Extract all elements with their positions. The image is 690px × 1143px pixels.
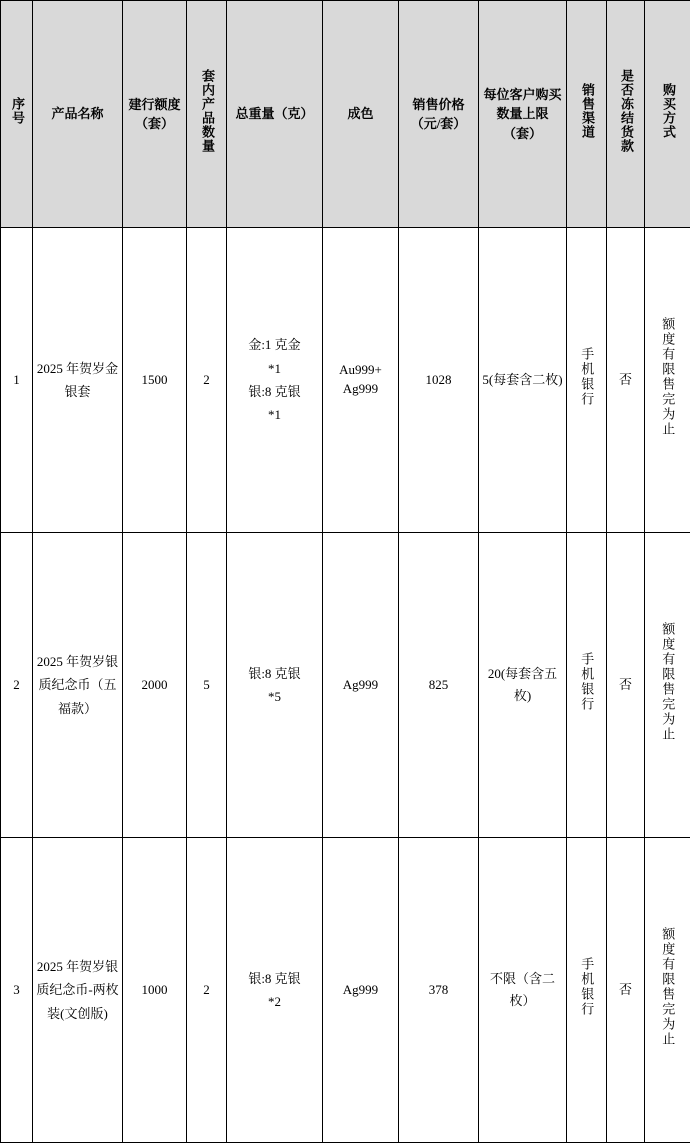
weight-line: *5 — [230, 685, 319, 708]
fineness-line: Ag999 — [326, 676, 395, 695]
cell-product-name: 2025 年贺岁银质纪念币-两枚装(文创版) — [33, 838, 123, 1143]
cell-index: 3 — [1, 838, 33, 1143]
header-sale-price-label: 销售价格（元/套） — [402, 95, 475, 134]
purchase-method-label: 额度有限售完为止 — [660, 927, 676, 1047]
header-index-label: 序号 — [9, 97, 24, 125]
cell-purchase-method — [645, 228, 690, 533]
cell-purchase-limit: 5(每套含二枚) — [479, 228, 567, 533]
header-ccb-quota — [123, 1, 187, 228]
cell-sales-channel — [567, 533, 607, 838]
cell-fineness — [323, 838, 399, 1143]
cell-items-per-set: 2 — [187, 838, 227, 1143]
table-row — [1, 838, 690, 1143]
purchase-method-label: 额度有限售完为止 — [660, 317, 676, 437]
sales-channel-label: 手机银行 — [579, 347, 595, 407]
weight-line: 金:1 克金 — [230, 333, 319, 356]
cell-frozen-funds: 否 — [607, 838, 645, 1143]
cell-index: 1 — [1, 228, 33, 533]
cell-purchase-limit: 20(每套含五枚) — [479, 533, 567, 838]
cell-items-per-set: 2 — [187, 228, 227, 533]
header-product-name-label: 产品名称 — [36, 104, 119, 124]
weight-line: 银:8 克银 — [230, 967, 319, 990]
cell-fineness — [323, 533, 399, 838]
header-fineness-label: 成色 — [326, 104, 395, 124]
weight-line: *2 — [230, 990, 319, 1013]
table-header-row — [1, 1, 690, 228]
header-sales-channel-label: 销售渠道 — [579, 83, 594, 139]
header-purchase-method-label: 购买方式 — [660, 83, 675, 139]
cell-sale-price: 1028 — [399, 228, 479, 533]
weight-line: *1 — [230, 403, 319, 426]
table-header — [1, 1, 690, 228]
header-total-weight — [227, 1, 323, 228]
cell-frozen-funds: 否 — [607, 533, 645, 838]
cell-purchase-limit: 不限（含二枚） — [479, 838, 567, 1143]
sales-channel-label: 手机银行 — [579, 957, 595, 1017]
table-row — [1, 228, 690, 533]
cell-items-per-set: 5 — [187, 533, 227, 838]
table-row — [1, 533, 690, 838]
cell-sale-price: 378 — [399, 838, 479, 1143]
header-ccb-quota-label: 建行额度（套） — [126, 95, 183, 134]
cell-total-weight — [227, 838, 323, 1143]
sales-channel-label: 手机银行 — [579, 652, 595, 712]
fineness-line: Au999+ — [326, 361, 395, 380]
weight-line: *1 — [230, 357, 319, 380]
cell-product-name: 2025 年贺岁银质纪念币（五福款） — [33, 533, 123, 838]
header-items-per-set-label: 套内产品数量 — [199, 69, 214, 153]
cell-fineness — [323, 228, 399, 533]
purchase-method-label: 额度有限售完为止 — [660, 622, 676, 742]
header-frozen-funds-label: 是否冻结货款 — [618, 69, 633, 153]
header-items-per-set — [187, 1, 227, 228]
cell-product-name: 2025 年贺岁金银套 — [33, 228, 123, 533]
fineness-line: Ag999 — [326, 981, 395, 1000]
cell-sales-channel — [567, 228, 607, 533]
header-index — [1, 1, 33, 228]
header-sale-price — [399, 1, 479, 228]
cell-index: 2 — [1, 533, 33, 838]
header-total-weight-label: 总重量（克） — [230, 104, 319, 124]
header-sales-channel — [567, 1, 607, 228]
header-fineness — [323, 1, 399, 228]
cell-purchase-method — [645, 533, 690, 838]
cell-ccb-quota: 2000 — [123, 533, 187, 838]
fineness-line: Ag999 — [326, 380, 395, 399]
cell-frozen-funds: 否 — [607, 228, 645, 533]
cell-total-weight — [227, 228, 323, 533]
weight-line: 银:8 克银 — [230, 380, 319, 403]
cell-ccb-quota: 1000 — [123, 838, 187, 1143]
cell-purchase-method — [645, 838, 690, 1143]
header-product-name — [33, 1, 123, 228]
weight-line: 银:8 克银 — [230, 662, 319, 685]
header-purchase-method — [645, 1, 690, 228]
cell-total-weight — [227, 533, 323, 838]
header-frozen-funds — [607, 1, 645, 228]
cell-sales-channel — [567, 838, 607, 1143]
header-purchase-limit — [479, 1, 567, 228]
header-purchase-limit-label: 每位客户购买数量上限（套） — [482, 85, 563, 144]
cell-sale-price: 825 — [399, 533, 479, 838]
cell-ccb-quota: 1500 — [123, 228, 187, 533]
table-body — [1, 228, 690, 1143]
